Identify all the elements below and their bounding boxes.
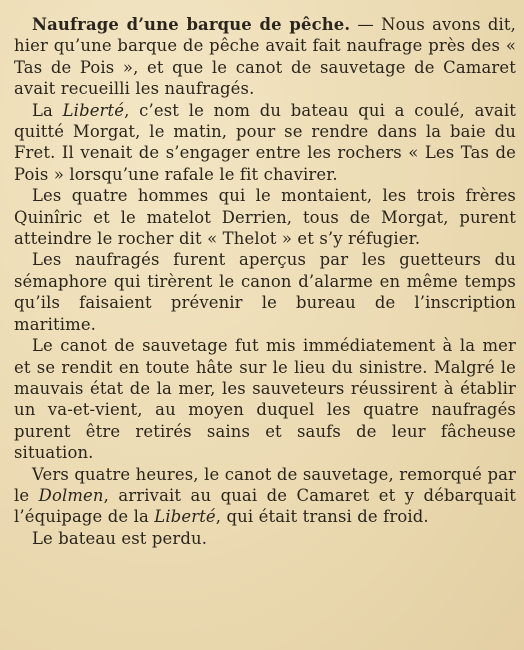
paragraph-1-text: — Nous avons dit, hier qu’une barque de pêche avait fait naufrage près des « Tas de Pois », et que le canot de sauvetage de Camaret avait recueilli les naufragés. bbox=[14, 15, 516, 99]
article-paragraph-4: Les naufragés furent aperçus par les guetteurs du sémaphore qui tirèrent le canon d’alarme en même temps qu’ils faisaient prévenir le bureau de l’inscription maritime. bbox=[14, 250, 516, 334]
article-paragraph-6 bbox=[14, 464, 516, 528]
article-paragraph-3: Les quatre hommes qui le montaient, les trois frères Quinîric et le matelot Derrien, tous de Morgat, purent atteindre le rocher dit « Thelot » et s’y réfugier. bbox=[14, 186, 516, 249]
paragraph-2-text-end: , c’est le nom du bateau qui a coulé, avait quitté Morgat, le matin, pour se rendre dans la baie du Fret. Il venait de s’engager entre les rochers « Les Tas de Pois » lorsqu’une rafale le fit chavirer. bbox=[14, 100, 516, 184]
article-paragraph-5: Le canot de sauvetage fut mis immédiatement à la mer et se rendit en toute hâte sur le lieu du sinistre. Malgré le mauvais état de la mer, les sauveteurs réussirent à établir un va-et-vient, au moyen duquel les quatre naufragés purent être retirés sains et saufs de leur fâcheuse situation. bbox=[14, 336, 516, 463]
paragraph-2-text-start: La bbox=[32, 100, 63, 120]
paragraph-6-text-middle: , arrivait au quai de Camaret et y débarquait l’équipage de la bbox=[14, 485, 516, 527]
boat-name-dolmen: Dolmen bbox=[38, 485, 104, 505]
boat-name-liberte-2: Liberté bbox=[154, 507, 216, 527]
article-paragraph-1 bbox=[14, 14, 516, 100]
article-headline: Naufrage d’une barque de pêche. bbox=[32, 15, 351, 34]
paragraph-6-text-start: Vers quatre heures, le canot de sauvetage, remorqué par le bbox=[14, 464, 516, 505]
paragraph-6-text-end: , qui était transi de froid. bbox=[215, 507, 429, 527]
boat-name-liberte: Liberté bbox=[62, 100, 125, 120]
article-paragraph-2 bbox=[14, 100, 516, 186]
article-paragraph-7: Le bateau est perdu. bbox=[32, 528, 208, 548]
